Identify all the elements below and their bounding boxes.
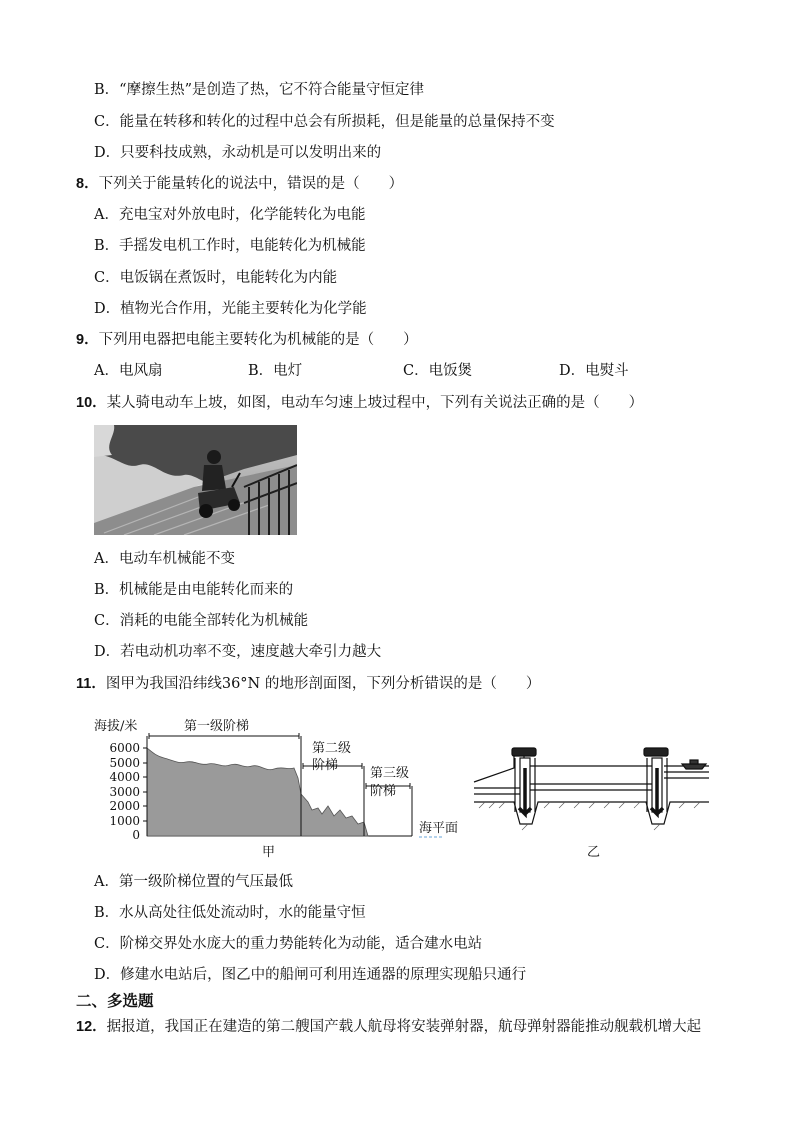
q9-option-d: D．电熨斗 xyxy=(559,363,629,379)
q9-stem-line xyxy=(76,330,418,350)
q7-option-b: B．“摩擦生热”是创造了热，它不符合能量守恒定律 xyxy=(94,82,424,98)
ytick-6000: 6000 xyxy=(109,741,140,755)
label-sea-level: 海平面 xyxy=(419,821,459,836)
section-heading: 二、多选题 xyxy=(76,991,154,1010)
q11-option-d: D．修建水电站后，图乙中的船闸可利用连通器的原理实现船只通行 xyxy=(94,967,527,983)
ytick-5000: 5000 xyxy=(109,756,140,770)
q10-option-a: A．电动车机械能不变 xyxy=(94,551,235,567)
q12-stem: 据报道，我国正在建造的第二艘国产载人航母将安装弹射器，航母弹射器能推动舰载机增大起 xyxy=(106,1019,702,1035)
label-step2-line1: 第二级 xyxy=(312,741,352,756)
q9-option-b: B．电灯 xyxy=(248,363,303,379)
q8-option-c: C．电饭锅在煮饭时，电能转化为内能 xyxy=(94,270,338,286)
q9-option-a: A．电风扇 xyxy=(94,363,163,379)
q7-option-c: C．能量在转移和转化的过程中总会有所损耗，但是能量的总量保持不变 xyxy=(94,114,555,130)
q11-number: 11． xyxy=(76,676,106,692)
q10-option-c: C．消耗的电能全部转化为机械能 xyxy=(94,613,309,629)
q8-option-b: B．手摇发电机工作时，电能转化为机械能 xyxy=(94,238,366,254)
q10-stem: 某人骑电动车上坡，如图，电动车匀速上坡过程中，下列有关说法正确的是（ ） xyxy=(106,395,644,411)
q9-stem: 下列用电器把电能主要转化为机械能的是（ ） xyxy=(98,332,418,348)
label-step2-line2: 阶梯 xyxy=(312,758,339,773)
q10-stem-line xyxy=(76,393,643,413)
q11-stem: 图甲为我国沿纬线36°N 的地形剖面图，下列分析错误的是（ ） xyxy=(105,676,541,692)
q9-number: 9． xyxy=(76,332,99,348)
ytick-0: 0 xyxy=(132,828,140,842)
label-jia: 甲 xyxy=(262,845,276,860)
q10-option-d: D．若电动机功率不变，速度越大牵引力越大 xyxy=(94,644,382,660)
q12-stem-line xyxy=(76,1017,701,1037)
q7-option-d: D．只要科技成熟，永动机是可以发明出来的 xyxy=(94,145,382,161)
q9-option-c: C．电饭煲 xyxy=(403,363,473,379)
q8-option-d: D．植物光合作用，光能主要转化为化学能 xyxy=(94,301,367,317)
q10-number: 10． xyxy=(76,395,107,411)
q11-option-b: B．水从高处往低处流动时，水的能量守恒 xyxy=(94,905,366,921)
ytick-1000: 1000 xyxy=(109,814,140,828)
figure-ylabel: 海拔/米 xyxy=(94,719,138,734)
q11-option-a: A．第一级阶梯位置的气压最低 xyxy=(94,874,293,890)
q12-number: 12． xyxy=(76,1019,107,1035)
label-step1: 第一级阶梯 xyxy=(184,719,250,734)
q11-stem-line xyxy=(76,674,540,694)
label-step3-line2: 阶梯 xyxy=(370,784,397,799)
q11-option-c: C．阶梯交界处水庞大的重力势能转化为动能，适合建水电站 xyxy=(94,936,483,952)
q10-option-b: B．机械能是由电能转化而来的 xyxy=(94,582,294,598)
scooter-uphill-photo xyxy=(94,425,297,535)
ytick-3000: 3000 xyxy=(109,785,140,799)
label-step3-line1: 第三级 xyxy=(370,766,410,781)
label-yi: 乙 xyxy=(587,845,601,860)
q8-option-a: A．充电宝对外放电时，化学能转化为电能 xyxy=(94,207,366,223)
q8-stem-line xyxy=(76,174,403,194)
ship-lock-diagram xyxy=(474,748,709,824)
ytick-2000: 2000 xyxy=(109,799,140,813)
terrain-profile-and-shiplock-figure xyxy=(94,712,714,860)
ytick-4000: 4000 xyxy=(109,770,140,784)
q8-stem: 下列关于能量转化的说法中，错误的是（ ） xyxy=(98,176,404,192)
q8-number: 8． xyxy=(76,176,99,192)
figure-yticks xyxy=(109,741,140,842)
